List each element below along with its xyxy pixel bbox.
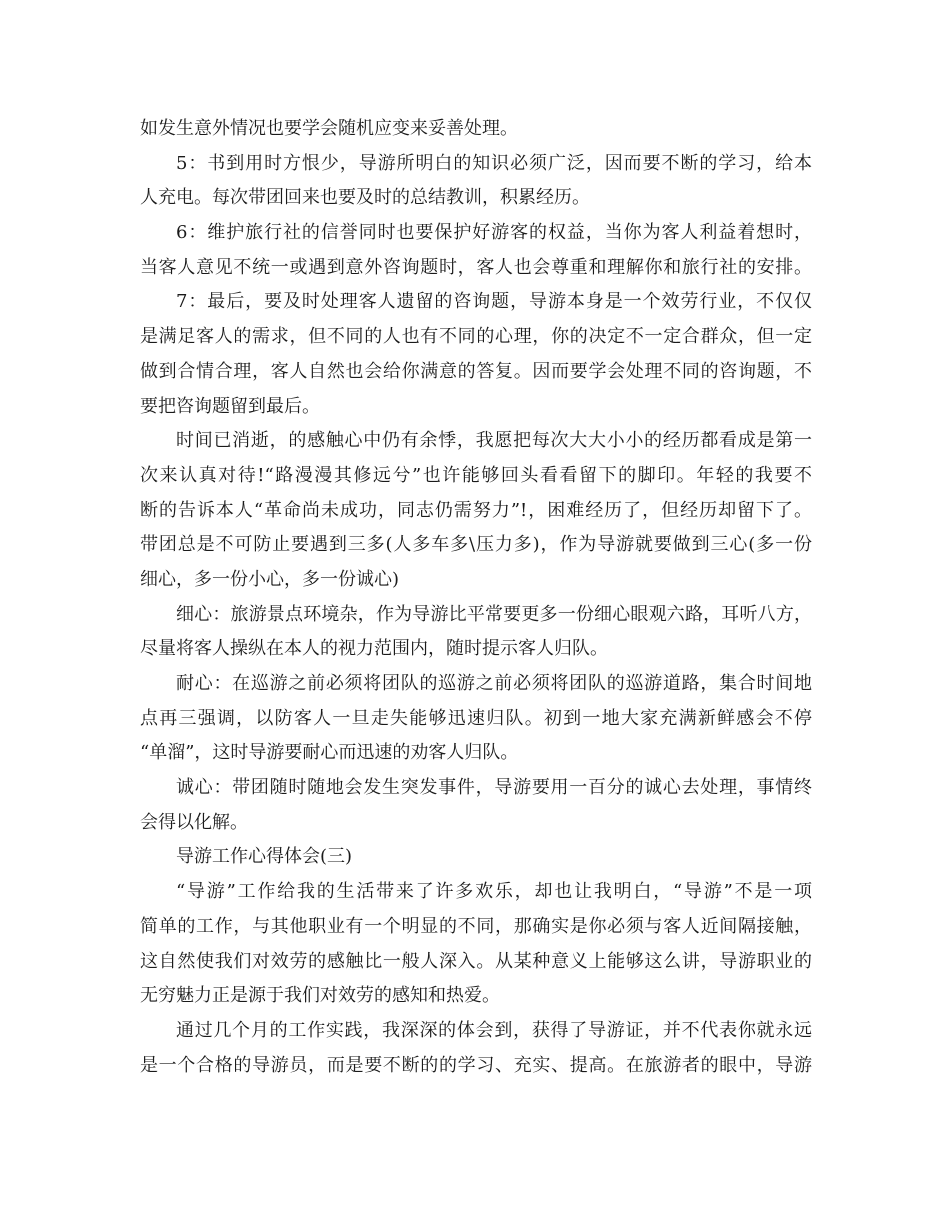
text-line: 断的告诉本人“革命尚未成功，同志仍需努力”!，困难经历了，但经历却留下了。 [140, 499, 812, 521]
text-line: 尽量将客人操纵在本人的视力范围内，随时提示客人归队。 [140, 638, 608, 660]
text-line: 通过几个月的工作实践，我深深的体会到，获得了导游证，并不代表你就永远 [176, 1019, 812, 1041]
text-line: 要把咨询题留到最后。 [140, 395, 320, 417]
text-line: 带团总是不可防止要遇到三多(人多车多\压力多)，作为导游就要做到三心(多一份 [140, 534, 812, 556]
text-line: 点再三强调，以防客人一旦走失能够迅速归队。初到一地大家充满新鲜感会不停 [140, 707, 812, 729]
text-line: 当客人意见不统一或遇到意外咨询题时，客人也会尊重和理解你和旅行社的安排。 [140, 256, 812, 278]
text-line: 细心：旅游景点环境杂，作为导游比平常要更多一份细心眼观六路，耳听八方， [176, 603, 812, 625]
text-line: “单溜”，这时导游要耐心而迅速的劝客人归队。 [140, 742, 519, 764]
text-line: 人充电。每次带团回来也要及时的总结教训，积累经历。 [140, 187, 590, 209]
text-line: 7：最后，要及时处理客人遗留的咨询题，导游本身是一个效劳行业，不仅仅 [176, 291, 812, 313]
text-line: 耐心：在巡游之前必须将团队的巡游之前必须将团队的巡游道路，集合时间地 [176, 673, 812, 694]
text-line: 是一个合格的导游员，而是要不断的的学习、充实、提高。在旅游者的眼中，导游 [140, 1054, 812, 1076]
document-body [140, 112, 812, 1083]
text-line: 6：维护旅行社的信誉同时也要保护好游客的权益，当你为客人利益着想时， [176, 222, 812, 244]
text-line: 是满足客人的需求，但不同的人也有不同的心理，你的决定不一定合群众，但一定 [140, 326, 812, 348]
text-line: 细心，多一份小心，多一份诚心) [140, 568, 400, 590]
text-line: 这自然使我们对效劳的感触比一般人深入。从某种意义上能够这么讲，导游职业的 [140, 950, 812, 972]
text-line: 会得以化解。 [140, 811, 248, 833]
text-line: 诚心：带团随时随地会发生突发事件，导游要用一百分的诚心去处理，事情终 [176, 777, 812, 799]
text-line: 次来认真对待!“路漫漫其修远兮”也许能够回头看看留下的脚印。年轻的我要不 [140, 464, 812, 486]
text-line: 做到合情合理，客人自然也会给你满意的答复。因而要学会处理不同的咨询题，不 [140, 360, 812, 382]
text-line: 5：书到用时方恨少，导游所明白的知识必须广泛，因而要不断的学习，给本 [176, 152, 812, 174]
text-line: 无穷魅力正是源于我们对效劳的感知和热爱。 [140, 985, 500, 1007]
section-heading: 导游工作心得体会(三) [176, 846, 353, 868]
text-line: 如发生意外情况也要学会随机应变来妥善处理。 [140, 118, 518, 139]
text-line: 时间已消逝，的感触心中仍有余悸，我愿把每次大大小小的经历都看成是第一 [176, 430, 812, 452]
text-line: 简单的工作，与其他职业有一个明显的不同，那确实是你必须与客人近间隔接触， [140, 915, 812, 937]
text-line: “导游”工作给我的生活带来了许多欢乐，却也让我明白，“导游”不是一项 [176, 881, 812, 903]
